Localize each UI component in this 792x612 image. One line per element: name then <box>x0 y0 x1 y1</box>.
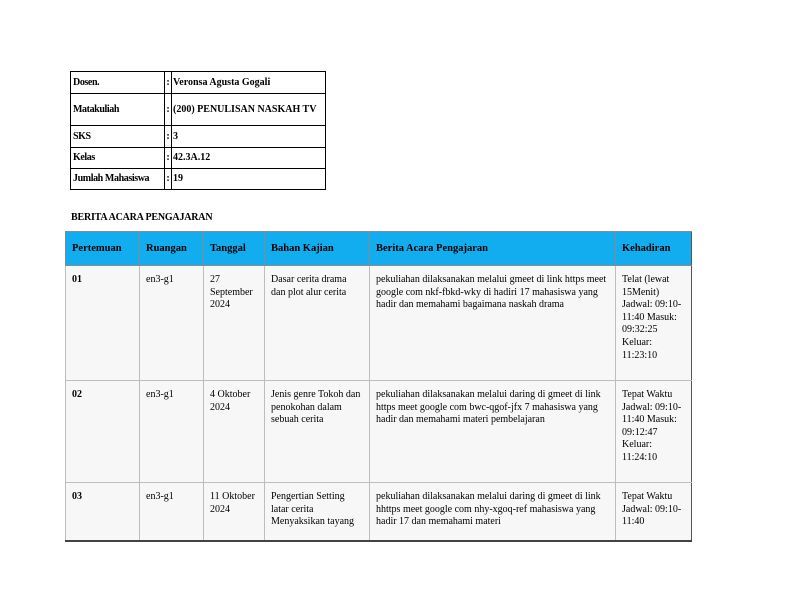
info-row-dosen <box>71 72 326 94</box>
info-row-kelas <box>71 148 326 169</box>
cell-ruangan: en3-g1 <box>140 483 204 542</box>
section-title: BERITA ACARA PENGAJARAN <box>71 212 213 223</box>
table-row <box>66 483 692 542</box>
header-pertemuan: Pertemuan <box>66 232 140 266</box>
cell-kehadiran: Tepat Waktu Jadwal: 09:10-11:40 Masuk: 09:12:47 Keluar: 11:24:10 <box>616 381 692 483</box>
info-value-sks: 3 <box>172 126 326 148</box>
cell-berita-acara: pekuliahan dilaksanakan melalui daring di gmeet di link https meet google com bwc-qgof-jfx 7 mahasiswa yang hadir dan memahami materi pembelajaran <box>370 381 616 483</box>
info-label: SKS <box>71 126 165 148</box>
table-header-row <box>66 232 692 266</box>
cell-pertemuan: 03 <box>66 483 140 542</box>
table-row <box>66 266 692 381</box>
cell-berita-acara: pekuliahan dilaksanakan melalui gmeet di link https meet google com nkf-fbkd-wky di hadiri 17 mahasiswa yang hadir dan memahami bagaimana naskah drama <box>370 266 616 381</box>
cell-tanggal: 4 Oktober 2024 <box>204 381 265 483</box>
header-berita-acara: Berita Acara Pengajaran <box>370 232 616 266</box>
cell-bahan-kajian: Pengertian Setting latar cerita Menyaksikan tayang <box>265 483 370 542</box>
info-row-sks <box>71 126 326 148</box>
info-label: Matakuliah <box>71 94 165 126</box>
info-row-jumlah-mahasiswa <box>71 169 326 190</box>
cell-bahan-kajian: Dasar cerita drama dan plot alur cerita <box>265 266 370 381</box>
info-value-jumlah-mahasiswa: 19 <box>172 169 326 190</box>
cell-bahan-kajian: Jenis genre Tokoh dan penokohan dalam sebuah cerita <box>265 381 370 483</box>
info-value-kelas: 42.3A.12 <box>172 148 326 169</box>
cell-berita-acara: pekuliahan dilaksanakan melalui daring di gmeet di link hhttps meet google com nhy-xgoq-ref mahasiswa yang hadir 17 dan memahami materi <box>370 483 616 542</box>
cell-pertemuan: 02 <box>66 381 140 483</box>
header-ruangan: Ruangan <box>140 232 204 266</box>
info-value-dosen: Veronsa Agusta Gogali <box>172 72 326 94</box>
berita-acara-table <box>65 231 692 542</box>
table-row <box>66 381 692 483</box>
header-kehadiran: Kehadiran <box>616 232 692 266</box>
cell-pertemuan: 01 <box>66 266 140 381</box>
cell-ruangan: en3-g1 <box>140 266 204 381</box>
info-separator: : <box>165 72 172 94</box>
cell-kehadiran: Telat (lewat 15Menit) Jadwal: 09:10-11:40 Masuk: 09:32:25 Keluar: 11:23:10 <box>616 266 692 381</box>
info-separator: : <box>165 169 172 190</box>
course-info-table <box>70 71 326 190</box>
info-separator: : <box>165 126 172 148</box>
info-separator: : <box>165 148 172 169</box>
info-label: Dosen. <box>71 72 165 94</box>
cell-tanggal: 27 September 2024 <box>204 266 265 381</box>
info-row-matakuliah <box>71 94 326 126</box>
cell-ruangan: en3-g1 <box>140 381 204 483</box>
info-separator: : <box>165 94 172 126</box>
cell-tanggal: 11 Oktober 2024 <box>204 483 265 542</box>
header-tanggal: Tanggal <box>204 232 265 266</box>
cell-kehadiran: Tepat Waktu Jadwal: 09:10-11:40 <box>616 483 692 542</box>
header-bahan-kajian: Bahan Kajian <box>265 232 370 266</box>
info-label: Jumlah Mahasiswa <box>71 169 165 190</box>
info-value-matakuliah: (200) PENULISAN NASKAH TV <box>172 94 326 126</box>
info-label: Kelas <box>71 148 165 169</box>
